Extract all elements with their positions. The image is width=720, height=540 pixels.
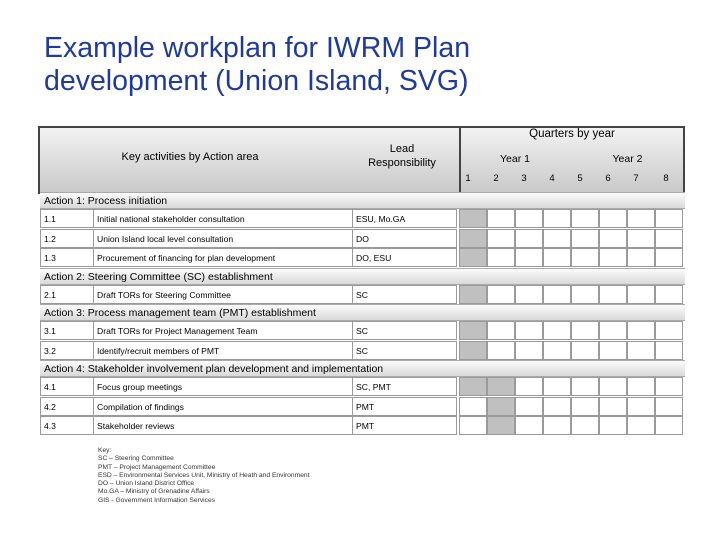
quarter-cell <box>599 248 627 267</box>
quarter-cell <box>599 341 627 360</box>
quarter-grid <box>459 416 683 435</box>
quarter-cell <box>543 321 571 340</box>
table-row <box>40 377 457 396</box>
lead-responsibility: PMT <box>356 421 375 431</box>
quarter-cell <box>655 321 683 340</box>
quarter-cell <box>515 377 543 396</box>
quarter-cell <box>627 321 655 340</box>
title-line-2: development (Union Island, SVG) <box>44 65 469 97</box>
activity-number: 4.1 <box>44 382 56 392</box>
key-line: DO – Union Island District Office <box>98 480 195 488</box>
quarter-cell <box>627 397 655 416</box>
activity-description: Identify/recruit members of PMT <box>97 345 220 356</box>
quarter-label: 7 <box>633 173 639 184</box>
quarter-cell <box>627 229 655 248</box>
quarter-label: 1 <box>465 173 471 184</box>
quarter-cell <box>459 416 487 435</box>
lead-header-line-1: Lead <box>389 143 415 155</box>
quarter-cell <box>599 377 627 396</box>
quarter-label: 6 <box>605 173 611 184</box>
quarter-cell <box>543 416 571 435</box>
key-line: GIS - Government Information Services <box>98 496 216 504</box>
quarter-cell <box>487 229 515 248</box>
year-2-header: Year 2 <box>612 153 643 165</box>
quarter-cell <box>599 285 627 304</box>
section-header: Action 1: Process initiation <box>40 192 685 209</box>
quarter-cell <box>571 229 599 248</box>
quarter-grid <box>459 321 683 340</box>
key-line: Key: <box>98 447 112 454</box>
quarter-cell <box>627 377 655 396</box>
quarter-cell <box>571 285 599 304</box>
quarter-cell <box>487 248 515 267</box>
abbreviation-key <box>98 447 310 505</box>
quarter-cell <box>571 397 599 416</box>
quarters-by-year-header: Quarters by year <box>529 128 615 140</box>
year-1-header: Year 1 <box>500 153 530 165</box>
quarter-cell <box>655 229 683 248</box>
quarter-cell <box>459 397 487 416</box>
column-divider <box>352 249 353 266</box>
quarter-cell <box>515 285 543 304</box>
quarter-cell <box>543 377 571 396</box>
quarter-cell <box>655 285 683 304</box>
quarter-cell <box>459 321 487 340</box>
lead-responsibility: ESU, Mo.GA <box>356 214 406 224</box>
quarter-cell <box>543 209 571 228</box>
activity-number: 3.2 <box>44 345 56 356</box>
quarter-cell <box>543 285 571 304</box>
quarter-cell <box>627 248 655 267</box>
key-line: PMT – Project Management Committee <box>98 463 216 471</box>
activity-description: Compilation of findings <box>97 401 184 412</box>
quarter-cell <box>627 341 655 360</box>
quarter-cell <box>459 229 487 248</box>
quarter-grid <box>459 341 683 360</box>
column-divider <box>93 210 94 227</box>
column-divider <box>352 378 353 395</box>
quarter-cell <box>515 397 543 416</box>
quarter-label: 8 <box>663 173 669 184</box>
lead-responsibility: SC <box>356 289 368 300</box>
column-divider <box>93 230 94 247</box>
table-row <box>40 341 457 360</box>
column-divider <box>352 210 353 227</box>
column-divider <box>352 342 353 359</box>
key-line: ESD – Environmental Services Unit, Ministry of Heath and Environment <box>98 471 310 479</box>
table-row <box>40 416 457 435</box>
table-row <box>40 397 457 416</box>
quarter-cell <box>627 209 655 228</box>
column-divider <box>93 249 94 266</box>
quarter-label: 5 <box>577 173 583 184</box>
quarter-cell <box>599 209 627 228</box>
quarter-grid <box>459 397 683 416</box>
lead-header-line-2: Responsibility <box>368 157 436 169</box>
quarter-cell <box>543 341 571 360</box>
quarter-cell <box>487 397 515 416</box>
quarter-grid <box>459 285 683 304</box>
quarter-cell <box>599 397 627 416</box>
lead-responsibility: DO, ESU <box>356 253 392 263</box>
quarter-cell <box>487 341 515 360</box>
quarter-cell <box>487 416 515 435</box>
activity-number: 2.1 <box>44 289 56 300</box>
table-row <box>40 285 457 304</box>
quarter-cell <box>655 416 683 435</box>
activity-number: 1.2 <box>44 233 56 244</box>
quarter-cell <box>487 285 515 304</box>
quarter-cell <box>515 248 543 267</box>
lead-responsibility: SC, PMT <box>356 382 391 392</box>
quarter-cell <box>459 209 487 228</box>
activity-description: Union Island local level consultation <box>97 233 234 244</box>
title-line-1: Example workplan for IWRM Plan <box>44 32 471 64</box>
quarter-cell <box>487 377 515 396</box>
quarter-cell <box>571 377 599 396</box>
quarter-cell <box>515 416 543 435</box>
column-divider <box>352 398 353 415</box>
quarter-grid <box>459 377 683 396</box>
quarter-cell <box>571 209 599 228</box>
quarter-cell <box>543 397 571 416</box>
quarter-cell <box>459 285 487 304</box>
column-divider <box>352 230 353 247</box>
quarter-cell <box>655 248 683 267</box>
quarter-cell <box>543 229 571 248</box>
section-header: Action 4: Stakeholder involvement plan development and implementation <box>40 360 685 377</box>
column-divider <box>352 417 353 434</box>
lead-responsibility: DO <box>356 233 369 244</box>
activity-description: Focus group meetings <box>97 382 183 392</box>
activity-description: Initial national stakeholder consultation <box>97 214 245 224</box>
lead-responsibility: SC <box>356 345 368 356</box>
column-divider <box>93 286 94 303</box>
table-row <box>40 248 457 267</box>
activity-description: Stakeholder reviews <box>97 421 175 431</box>
section-header: Action 2: Steering Committee (SC) establishment <box>40 268 685 285</box>
key-activities-header: Key activities by Action area <box>121 151 259 163</box>
quarter-cell <box>543 248 571 267</box>
activity-number: 4.2 <box>44 401 56 412</box>
quarter-cell <box>655 397 683 416</box>
quarter-cell <box>571 341 599 360</box>
quarter-label: 3 <box>521 173 527 184</box>
column-divider <box>352 286 353 303</box>
quarter-cell <box>655 377 683 396</box>
quarter-grid <box>459 229 683 248</box>
column-divider <box>352 322 353 339</box>
activity-description: Draft TORs for Steering Committee <box>97 289 231 300</box>
quarter-label: 4 <box>549 173 555 184</box>
quarter-grid <box>459 209 683 228</box>
quarter-cell <box>459 377 487 396</box>
activity-number: 3.1 <box>44 326 56 336</box>
quarter-cell <box>515 209 543 228</box>
quarter-cell <box>459 341 487 360</box>
column-divider <box>93 417 94 434</box>
table-row <box>40 209 457 228</box>
quarter-cell <box>487 209 515 228</box>
activity-number: 1.1 <box>44 214 56 224</box>
activity-description: Procurement of financing for plan development <box>97 253 276 263</box>
activity-description: Draft TORs for Project Management Team <box>97 326 258 336</box>
quarter-cell <box>655 341 683 360</box>
quarter-cell <box>599 321 627 340</box>
lead-responsibility-header <box>350 142 454 170</box>
lead-responsibility: PMT <box>356 401 375 412</box>
quarter-cell <box>599 416 627 435</box>
quarter-cell <box>599 229 627 248</box>
quarter-cell <box>571 248 599 267</box>
key-line: SC – Steering Committee <box>98 455 174 463</box>
quarter-cell <box>459 248 487 267</box>
quarter-cell <box>515 229 543 248</box>
quarter-cell <box>627 285 655 304</box>
quarter-label: 2 <box>493 173 499 184</box>
activity-number: 4.3 <box>44 421 56 431</box>
quarter-grid <box>459 248 683 267</box>
column-divider <box>93 342 94 359</box>
section-header: Action 3: Process management team (PMT) establishment <box>40 304 685 321</box>
quarter-cell <box>571 321 599 340</box>
key-line: Mo.GA – Ministry of Grenadine Affairs <box>98 488 210 496</box>
quarter-cell <box>571 416 599 435</box>
quarter-cell <box>515 341 543 360</box>
column-divider <box>93 398 94 415</box>
table-row <box>40 229 457 248</box>
page-title <box>44 32 684 98</box>
quarter-cell <box>487 321 515 340</box>
column-divider <box>93 378 94 395</box>
activity-number: 1.3 <box>44 253 56 263</box>
column-divider <box>93 322 94 339</box>
table-row <box>40 321 457 340</box>
quarter-cell <box>655 209 683 228</box>
quarter-cell <box>627 416 655 435</box>
quarter-cell <box>515 321 543 340</box>
lead-responsibility: SC <box>356 326 368 336</box>
